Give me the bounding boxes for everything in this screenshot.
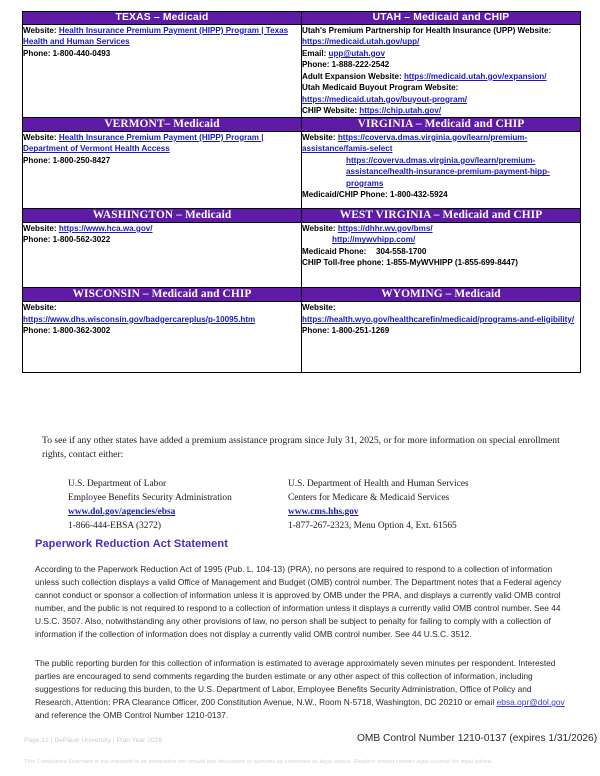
state-header-wyoming: WYOMING – Medicaid [302,287,581,301]
adult-expansion-label: Adult Expansion Website: [302,71,404,81]
contact-block-hhs [288,478,548,534]
medicaid-phone-label: Medicaid Phone: [302,246,367,256]
state-table-body [23,12,581,373]
text-line [302,36,580,47]
state-header-texas: TEXAS – Medicaid [23,12,302,25]
phone-line: Phone: 1-888-222-2542 [302,60,390,70]
text-line [302,314,580,325]
text-line [68,506,288,520]
wyo-health-link[interactable]: https://health.wyo.gov/healthcarefin/medicaid/programs-and-eligibility/ [302,314,575,324]
state-cell-vermont [23,131,302,208]
email-label: Email: [302,48,329,58]
state-cell-washington [23,222,302,287]
state-header-west-virginia: WEST VIRGINIA – Medicaid and CHIP [302,208,581,222]
pra-section-heading: Paperwork Reduction Act Statement [35,538,228,550]
dhhr-wv-link[interactable]: https://dhhr.wv.gov/bms/ [337,223,433,233]
footer-page-info: Page 12 | DePauw University | Plan Year 2026 [24,737,163,744]
table-header-row [23,287,581,301]
website-label: Website: [23,223,59,233]
text-line [23,25,301,48]
footer-legal-disclaimer: This Compliance Overview is not intended to be exhaustive nor should any discussion or opinions be construed as legal advice. Readers should contact legal counsel for legal advice. [24,759,493,765]
adult-expansion-link[interactable]: https://medicaid.utah.gov/expansion/ [403,71,547,81]
text-line [23,223,301,234]
mywvhipp-link[interactable]: http://mywvhipp.com/ [332,235,416,245]
website-label: Website: [302,223,338,233]
text-line [302,71,580,82]
medicaid-phone-value: 304-558-1700 [376,246,427,256]
table-header-row [23,208,581,222]
upp-email-link[interactable]: upp@utah.gov [328,48,385,58]
hipp-program-link[interactable]: Health Insurance Premium Payment (HIPP) Program | Department of Vermont Health Access [23,132,264,154]
text-line [23,132,301,155]
chip-website-label: CHIP Website: [302,106,360,116]
text-line [302,105,580,116]
chip-website-link[interactable]: https://chip.utah.gov/ [359,106,442,116]
text-line [302,132,580,155]
website-label: Website: [23,132,59,142]
state-cell-utah [302,24,581,117]
dol-subagency-name: Employee Benefits Security Administration [68,492,232,503]
badgercareplus-link[interactable]: https://www.dhs.wisconsin.gov/badgercareplus/p-10095.htm [23,314,256,324]
text-line [302,246,580,257]
text-line [302,48,580,59]
table-row [23,302,581,373]
website-label: Website: [302,132,338,142]
phone-line: Phone: 1-800-362-3002 [23,326,111,335]
contact-block-dol [68,478,288,534]
pra-p2-text-before: The public reporting burden for this collection of information is estimated to average approximately seven minutes per respondent. Interested parties are encouraged to send comments regarding the burden estimate or any other aspect of this collection of information, including suggestions for reducing this burden, to the U.S. Department of Labor, Employee Benefits Security Administration, Office of Policy and Research, Attention: PRA Clearance Officer, 200 Constitution Avenue, N.W., Room N-5718, Washington, DC 20210 or email [35,658,556,708]
hhs-phone: 1-877-267-2323, Menu Option 4, Ext. 61565 [288,520,457,531]
text-line [302,155,580,189]
table-header-row [23,117,581,131]
chip-tollfree-line: CHIP Toll-free phone: 1-855-MyWVHIPP (1-855-699-8447) [302,258,518,268]
hca-wa-link[interactable]: https://www.hca.wa.gov/ [58,223,153,233]
text-line [302,94,580,105]
famis-select-link[interactable]: https://coverva.dmas.virginia.gov/learn/premium-assistance/famis-select [302,132,528,154]
hipp-program-link[interactable]: Health Insurance Premium Payment (HIPP) Program | Texas Health and Human Services [23,25,289,47]
phone-line: Phone: 1-800-562-3022 [23,235,111,245]
text-line [302,234,580,245]
website-label: Website: [302,303,336,313]
state-header-utah: UTAH – Medicaid and CHIP [302,12,581,25]
mywvhipp-link-wrap [302,234,580,245]
state-cell-texas [23,24,302,117]
dol-agency-name: U.S. Department of Labor [68,479,167,489]
state-premium-assistance-table [22,11,581,373]
state-header-vermont: VERMONT– Medicaid [23,117,302,131]
ebsa-opr-email-link[interactable]: ebsa.opr@dol.gov [496,697,565,708]
state-cell-virginia [302,131,581,208]
phone-line: Phone: 1-800-440-0493 [23,48,111,58]
table-row [23,222,581,287]
dol-phone: 1-866-444-EBSA (3272) [68,520,161,531]
upp-website-label: Utah's Premium Partnership for Health Insurance (UPP) Website: [302,25,552,35]
hipp-programs-link-wrap [302,155,580,189]
phone-line: Phone: 1-800-250-8427 [23,155,111,165]
hhs-agency-name: U.S. Department of Health and Human Services [288,479,469,489]
footer-omb-control-number: OMB Control Number 1210-0137 (expires 1/31/2026) [357,733,598,744]
phone-line: Phone: 1-800-251-1269 [302,326,390,335]
hipp-programs-link[interactable]: https://coverva.dmas.virginia.gov/learn/premium-assistance/health-insurance-premium-payment-hipp-programs [346,155,550,188]
state-header-virginia: VIRGINIA – Medicaid and CHIP [302,117,581,131]
text-line [302,223,580,234]
table-row [23,131,581,208]
pra-paragraph-2 [35,657,565,722]
state-cell-wisconsin [23,302,302,373]
phone-line: Medicaid/CHIP Phone: 1-800-432-5924 [302,190,448,200]
buyout-program-link[interactable]: https://medicaid.utah.gov/buyout-program/ [302,94,468,104]
website-label: Website: [23,303,57,313]
text-line [23,314,301,325]
state-cell-west-virginia [302,222,581,287]
state-header-wisconsin: WISCONSIN – Medicaid and CHIP [23,287,302,301]
table-header-row [23,12,581,25]
buyout-label: Utah Medicaid Buyout Program Website: [302,83,459,93]
pra-p2-text-after: and reference the OMB Control Number 1210-0137. [35,710,229,721]
state-cell-wyoming [302,302,581,373]
text-line [288,506,548,520]
pra-paragraph-1: According to the Paperwork Reduction Act of 1995 (Pub. L. 104-13) (PRA), no persons are required to respond to a collection of information unless such collection displays a valid Office of Management and Budget (OMB) control number. The Department notes that a Federal agency cannot conduct or sponsor a collection of information unless it is approved by OMB under the PRA, and displays a currently valid OMB control number, and the public is not required to respond to a collection of information unless it displays a currently valid OMB control number. See 44 U.S.C. 3507. Also, notwithstanding any other provisions of law, no person shall be subject to penalty for failing to comply with a collection of information if the collection of information does not display a currently valid OMB control number. See 44 U.S.C. 3512. [35,564,562,640]
state-header-washington: WASHINGTON – Medicaid [23,208,302,222]
table-row [23,24,581,117]
cms-website-link[interactable]: www.cms.hhs.gov [288,506,359,517]
intro-paragraph: To see if any other states have added a premium assistance program since July 31, 2025, or for more information on special enrollment rights, contact either: [42,435,560,460]
hhs-subagency-name: Centers for Medicare & Medicaid Services [288,492,450,503]
website-label: Website: [23,25,59,35]
upp-website-link[interactable]: https://medicaid.utah.gov/upp/ [302,37,420,47]
dol-website-link[interactable]: www.dol.gov/agencies/ebsa [68,506,176,517]
